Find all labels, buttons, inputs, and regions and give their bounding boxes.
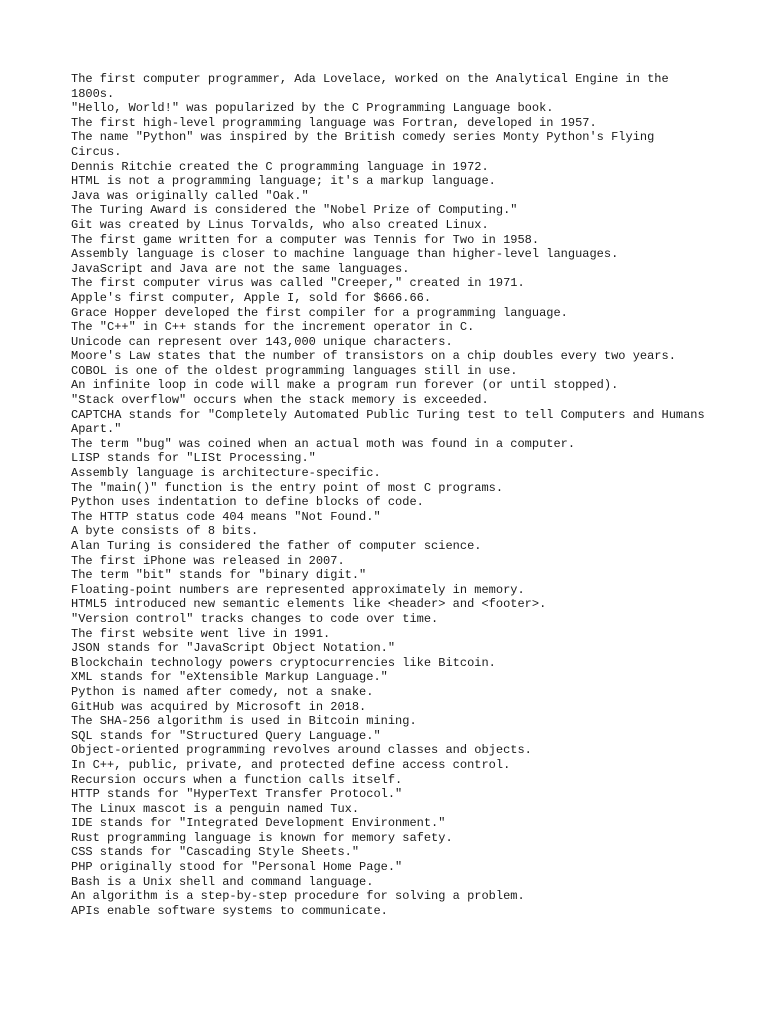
fact-line: APIs enable software systems to communicate. (71, 903, 388, 918)
fact-line: CAPTCHA stands for "Completely Automated Public Turing test to tell Computers and Humans Apart." (71, 407, 712, 437)
fact-line: Blockchain technology powers cryptocurrencies like Bitcoin. (71, 655, 496, 670)
fact-line: HTML5 introduced new semantic elements like <header> and <footer>. (71, 597, 547, 612)
fact-line: An algorithm is a step-by-step procedure for solving a problem. (71, 889, 525, 904)
fact-line: Assembly language is architecture-specific. (71, 466, 381, 481)
fact-line: A byte consists of 8 bits. (71, 524, 259, 539)
fact-line: "Version control" tracks changes to code over time. (71, 611, 439, 626)
fact-line: The first computer programmer, Ada Lovelace, worked on the Analytical Engine in the 1800s. (71, 72, 676, 101)
fact-line: Unicode can represent over 143,000 unique characters. (71, 334, 453, 349)
fact-line: LISP stands for "LISt Processing." (71, 451, 316, 466)
fact-line: In C++, public, private, and protected define access control. (71, 757, 511, 772)
fact-line: Moore's Law states that the number of transistors on a chip doubles every two years. (71, 349, 676, 364)
fact-line: COBOL is one of the oldest programming languages still in use. (71, 363, 518, 378)
fact-line: Apple's first computer, Apple I, sold for $666.66. (71, 290, 432, 305)
fact-line: The Linux mascot is a penguin named Tux. (71, 801, 360, 816)
fact-line: The "C++" in C++ stands for the increment operator in C. (71, 320, 475, 335)
fact-line: "Stack overflow" occurs when the stack memory is exceeded. (71, 393, 489, 408)
fact-line: The Turing Award is considered the "Nobel Prize of Computing." (71, 203, 518, 218)
fact-line: An infinite loop in code will make a program run forever (or until stopped). (71, 378, 619, 393)
fact-line: The HTTP status code 404 means "Not Found." (71, 509, 381, 524)
fact-line: The first website went live in 1991. (71, 626, 331, 641)
fact-line: Git was created by Linus Torvalds, who also created Linux. (71, 217, 489, 232)
fact-line: IDE stands for "Integrated Development Environment." (71, 816, 446, 831)
fact-line: Object-oriented programming revolves around classes and objects. (71, 743, 532, 758)
fact-line: JavaScript and Java are not the same languages. (71, 261, 410, 276)
fact-line: "Hello, World!" was popularized by the C Programming Language book. (71, 101, 554, 116)
document-body (71, 72, 711, 918)
fact-line: The term "bug" was coined when an actual moth was found in a computer. (71, 436, 576, 451)
fact-line: Alan Turing is considered the father of computer science. (71, 539, 482, 553)
fact-line: JSON stands for "JavaScript Object Notation." (71, 641, 396, 656)
fact-line: The term "bit" stands for "binary digit." (71, 568, 367, 583)
fact-line: XML stands for "eXtensible Markup Language." (71, 670, 388, 685)
fact-line: PHP originally stood for "Personal Home Page." (71, 860, 403, 875)
fact-line: Assembly language is closer to machine language than higher-level languages. (71, 247, 619, 262)
fact-line: The name "Python" was inspired by the British comedy series Monty Python's Flying Circus. (71, 130, 662, 159)
fact-line: The first computer virus was called "Creeper," created in 1971. (71, 276, 525, 291)
fact-line: Python uses indentation to define blocks of code. (71, 495, 424, 510)
fact-line: The "main()" function is the entry point of most C programs. (71, 480, 504, 495)
fact-line: The first iPhone was released in 2007. (71, 553, 345, 568)
fact-line: SQL stands for "Structured Query Language." (71, 728, 381, 743)
fact-line: HTML is not a programming language; it's a markup language. (71, 174, 496, 189)
fact-line: Rust programming language is known for memory safety. (71, 830, 453, 845)
fact-line: Java was originally called "Oak." (71, 188, 309, 203)
fact-line: Dennis Ritchie created the C programming language in 1972. (71, 159, 489, 174)
fact-line: Grace Hopper developed the first compiler for a programming language. (71, 305, 568, 320)
fact-line: HTTP stands for "HyperText Transfer Protocol." (71, 787, 403, 802)
fact-line: The first game written for a computer was Tennis for Two in 1958. (71, 232, 540, 247)
fact-line: Bash is a Unix shell and command language. (71, 874, 374, 889)
fact-line: Recursion occurs when a function calls itself. (71, 772, 403, 787)
fact-line: Python is named after comedy, not a snake. (71, 684, 374, 699)
fact-line: CSS stands for "Cascading Style Sheets." (71, 845, 360, 860)
fact-line: GitHub was acquired by Microsoft in 2018. (71, 699, 367, 714)
fact-line: Floating-point numbers are represented approximately in memory. (71, 582, 525, 597)
fact-line: The first high-level programming language was Fortran, developed in 1957. (71, 115, 597, 130)
fact-line: The SHA-256 algorithm is used in Bitcoin mining. (71, 714, 417, 729)
